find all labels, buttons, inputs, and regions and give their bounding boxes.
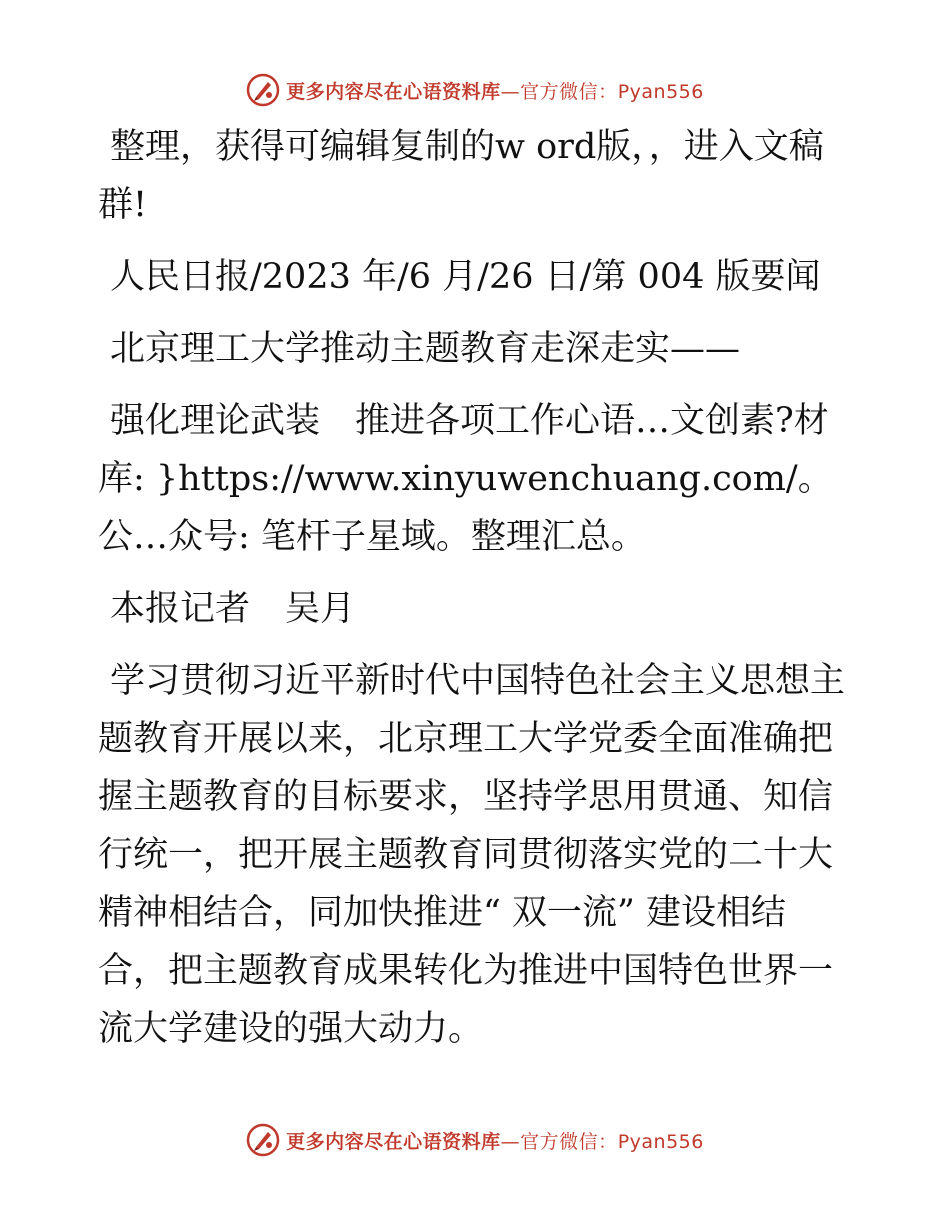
article-headline: 北京理工大学推动主题教育走深走实—— bbox=[110, 329, 741, 369]
source-line: 人民日报/2023 年/6 月/26 日/第 004 版要闻 bbox=[110, 257, 821, 297]
brand-logo-icon bbox=[246, 73, 280, 107]
footer-watermark bbox=[0, 1120, 950, 1160]
body-paragraph: 学习贯彻习近平新时代中国特色社会主义思想主题教育开展以来，北京理工大学党委全面准确把握主题教育的目标要求，坚持学思用贯通、知信行统一，把开展主题教育同贯彻落实党的二十大精神相结合，同加快推进“ 双一流” 建设相结合，把主题教育成果转化为推进中国特色世界一流大学建设的强大动力。 bbox=[98, 661, 846, 1049]
header-watermark bbox=[0, 70, 950, 110]
brand-logo-icon bbox=[246, 1123, 280, 1157]
article-subheadline: 强化理论武装 推进各项工作心语…文创素?材库: }https://www.xinyuwenchuang.com/。公…众号: 笔杆子星域。整理汇总。 bbox=[98, 401, 833, 557]
intro-paragraph: 整理，获得可编辑复制的w ord版，，进入文稿群! bbox=[98, 127, 824, 225]
byline: 本报记者 吴月 bbox=[110, 589, 356, 629]
watermark-text: 更多内容尽在心语资料库—官方微信：Pyan556 bbox=[286, 80, 704, 103]
document-body bbox=[98, 118, 850, 1058]
watermark-text: 更多内容尽在心语资料库—官方微信：Pyan556 bbox=[286, 1130, 704, 1153]
